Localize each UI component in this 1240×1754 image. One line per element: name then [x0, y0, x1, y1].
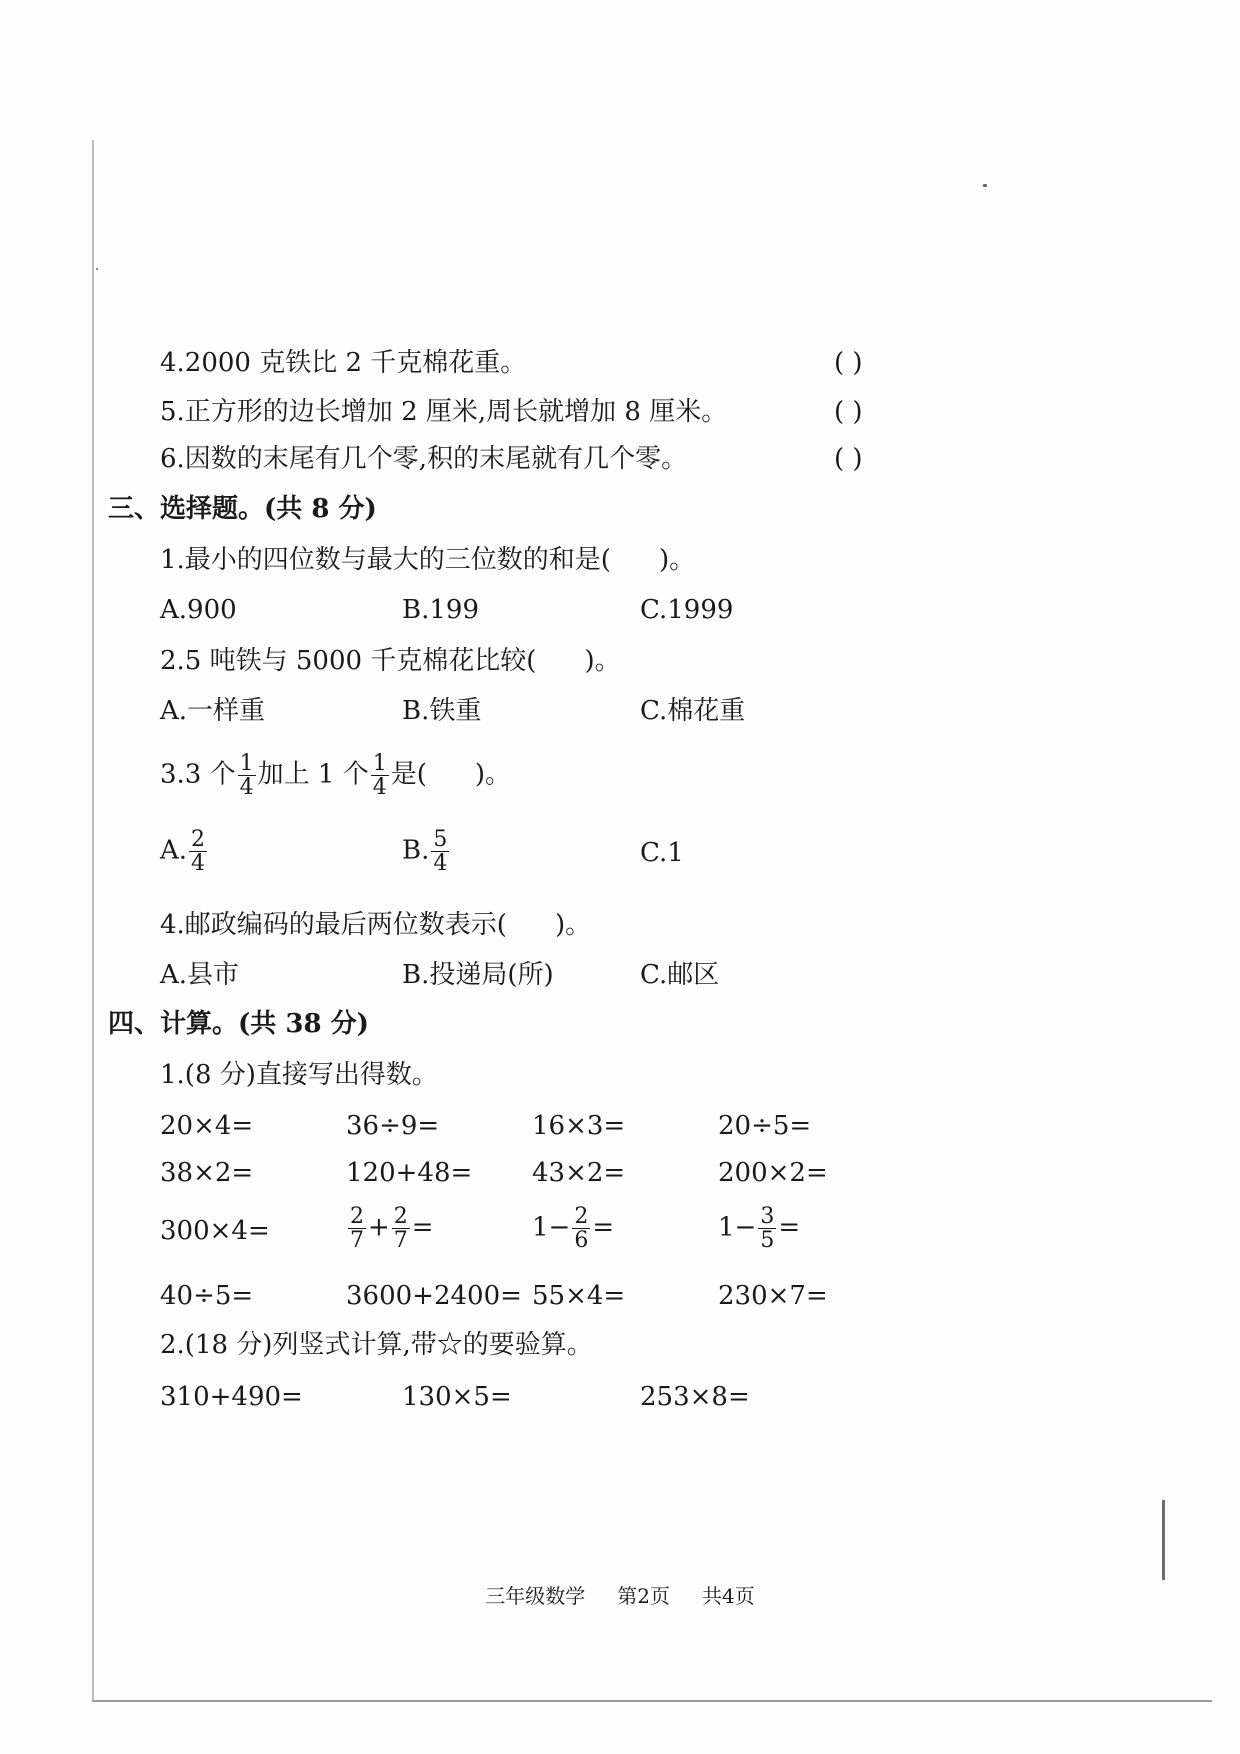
footer-subject: 三年级数学 — [485, 1584, 586, 1608]
q2-option-b: B.铁重 — [402, 696, 482, 726]
q4-stem-text: 4.邮政编码的最后两位数表示( — [160, 910, 507, 940]
fraction-denominator: 7 — [350, 1228, 364, 1254]
fraction — [348, 1205, 366, 1252]
option-label: B. — [402, 835, 430, 866]
fraction-denominator: 4 — [239, 775, 254, 801]
page-footer — [0, 1580, 1240, 1609]
calc-item: 120+48= — [346, 1158, 473, 1188]
judge-item-6: 6.因数的末尾有几个零,积的末尾就有几个零。 — [160, 444, 688, 474]
choice-q1-stem — [160, 547, 695, 573]
calc-item: 300×4= — [160, 1216, 270, 1246]
calc-item: 36÷9= — [346, 1111, 440, 1141]
answer-paren-4: ( ) — [834, 348, 863, 378]
fraction-denominator: 5 — [760, 1228, 775, 1254]
calc-prefix: 1− — [532, 1212, 571, 1243]
q2-option-c: C.棉花重 — [640, 696, 746, 726]
choice-q3-stem — [160, 752, 511, 799]
scan-edge-bottom — [92, 1700, 1212, 1702]
fraction-numerator: 5 — [433, 827, 448, 852]
q1-option-b: B.199 — [402, 595, 479, 625]
q4-option-c: C.邮区 — [640, 960, 720, 990]
fraction-denominator: 4 — [372, 775, 387, 801]
calc-item-fraction-sum — [346, 1205, 434, 1252]
footer-page-number: 第2页 — [617, 1584, 670, 1608]
choice-q2-stem — [160, 648, 621, 674]
calc-prefix: 1− — [718, 1212, 757, 1243]
choice-q4-stem — [160, 912, 591, 938]
calc-item: 38×2= — [160, 1158, 254, 1188]
scan-speck — [96, 268, 98, 270]
calc-item: 200×2= — [718, 1158, 828, 1188]
operator: + — [368, 1212, 390, 1243]
answer-paren-6: ( ) — [834, 444, 863, 474]
equals-sign: = — [411, 1212, 434, 1243]
calc-item: 20×4= — [160, 1111, 254, 1141]
equals-sign: = — [592, 1212, 615, 1243]
option-label: A. — [160, 835, 188, 866]
scan-edge-left — [92, 140, 94, 1700]
q2-option-a: A.一样重 — [160, 696, 266, 726]
fraction-denominator: 4 — [191, 851, 206, 877]
fraction-numerator: 2 — [393, 1204, 408, 1229]
fraction — [431, 828, 449, 875]
fraction — [758, 1205, 776, 1252]
calc-item: 230×7= — [718, 1281, 828, 1311]
q3-stem-text: 是( — [390, 759, 427, 790]
q2-stem-text: 2.5 吨铁与 5000 千克棉花比较( — [160, 646, 537, 676]
vertical-calc-item: 310+490= — [160, 1382, 303, 1412]
scan-speck — [983, 184, 987, 187]
q4-option-b: B.投递局(所) — [402, 960, 554, 990]
q3-option-c: C.1 — [640, 838, 684, 868]
vertical-calc-item: 130×5= — [402, 1382, 512, 1412]
q4-stem-end: )。 — [554, 910, 592, 940]
q1-stem-text: 1.最小的四位数与最大的三位数的和是( — [160, 545, 611, 575]
section-title-choice: 三、选择题。(共 8 分) — [108, 494, 377, 524]
scan-mark-right — [1162, 1500, 1165, 1580]
q1-stem-end: )。 — [658, 545, 696, 575]
calc-item-fraction-diff — [718, 1205, 800, 1252]
q3-stem-text: 加上 1 个 — [257, 759, 369, 790]
q1-option-c: C.1999 — [640, 595, 734, 625]
q3-option-a — [160, 828, 209, 875]
q4-option-a: A.县市 — [160, 960, 240, 990]
calc-item: 55×4= — [532, 1281, 626, 1311]
q3-stem-text: 3.3 个 — [160, 759, 236, 790]
fraction-denominator: 4 — [433, 851, 448, 877]
vertical-calc-item: 253×8= — [640, 1382, 750, 1412]
fraction-denominator: 7 — [393, 1228, 408, 1254]
fraction — [371, 752, 389, 799]
fraction-numerator: 1 — [372, 751, 387, 776]
fraction-numerator: 2 — [574, 1204, 589, 1229]
calc-item: 40÷5= — [160, 1281, 254, 1311]
q3-stem-end: )。 — [474, 759, 512, 790]
fraction — [189, 828, 207, 875]
calc-item: 3600+2400= — [346, 1281, 522, 1311]
fraction-numerator: 1 — [239, 751, 254, 776]
footer-page-total: 共4页 — [702, 1584, 755, 1608]
calc-item: 20÷5= — [718, 1111, 812, 1141]
q2-stem-end: )。 — [584, 646, 621, 676]
calc-part2-title: 2.(18 分)列竖式计算,带☆的要验算。 — [160, 1330, 593, 1360]
fraction-numerator: 2 — [191, 827, 206, 852]
judge-item-4: 4.2000 克铁比 2 千克棉花重。 — [160, 348, 527, 378]
fraction — [392, 1205, 410, 1252]
fraction — [238, 752, 256, 799]
fraction — [572, 1205, 590, 1252]
q1-option-a: A.900 — [160, 595, 237, 625]
equals-sign: = — [778, 1212, 801, 1243]
calc-part1-title: 1.(8 分)直接写出得数。 — [160, 1060, 438, 1090]
calc-item: 16×3= — [532, 1111, 626, 1141]
section-title-calc: 四、计算。(共 38 分) — [108, 1009, 369, 1039]
fraction-numerator: 3 — [760, 1204, 775, 1229]
calc-item-fraction-diff — [532, 1205, 614, 1252]
fraction-numerator: 2 — [350, 1204, 364, 1229]
answer-paren-5: ( ) — [834, 397, 863, 427]
fraction-denominator: 6 — [574, 1228, 589, 1254]
calc-item: 43×2= — [532, 1158, 626, 1188]
judge-item-5: 5.正方形的边长增加 2 厘米,周长就增加 8 厘米。 — [160, 397, 728, 427]
q3-option-b — [402, 828, 451, 875]
